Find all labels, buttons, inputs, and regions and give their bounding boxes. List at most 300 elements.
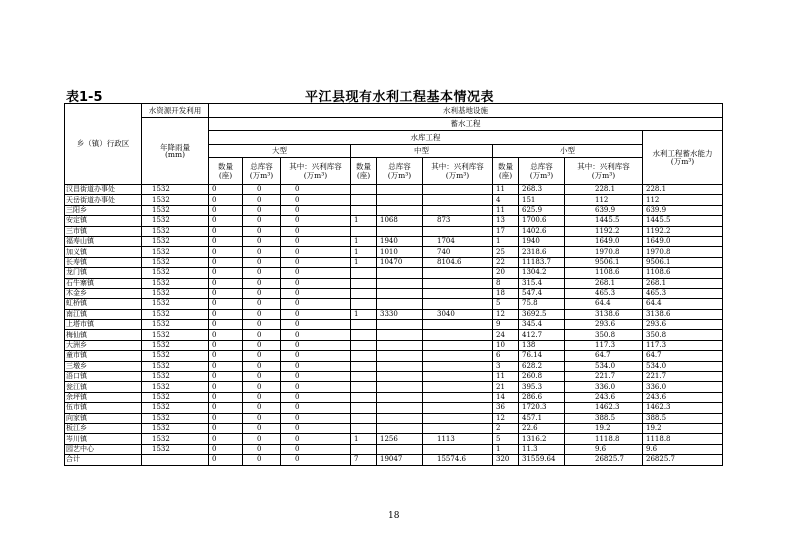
small-count-cell: 8	[493, 278, 519, 288]
header-medium: 中型	[351, 145, 493, 158]
medium-total-cell	[377, 361, 423, 371]
small-useful-cell: 1649.0	[565, 236, 643, 246]
medium-total-cell: 3330	[377, 309, 423, 319]
small-useful-cell: 534.0	[565, 361, 643, 371]
large-count-cell: 0	[209, 268, 243, 278]
table-row	[65, 247, 723, 257]
medium-total-cell	[377, 403, 423, 413]
table-row	[65, 257, 723, 267]
small-total-cell: 457.1	[519, 413, 565, 423]
small-count-cell: 5	[493, 299, 519, 309]
medium-useful-cell	[423, 268, 493, 278]
large-useful-cell: 0	[281, 278, 351, 288]
small-count-cell: 12	[493, 413, 519, 423]
region-cell: 板江乡	[65, 423, 142, 433]
region-cell: 三阳乡	[65, 205, 142, 215]
medium-useful-cell: 1113	[423, 434, 493, 444]
large-total-cell: 0	[243, 330, 281, 340]
large-count-cell: 0	[209, 444, 243, 454]
large-count-cell: 0	[209, 309, 243, 319]
medium-count-cell	[351, 361, 377, 371]
header-small: 小型	[493, 145, 643, 158]
large-useful-cell: 0	[281, 351, 351, 361]
header-storage: 蓄水工程	[209, 118, 723, 131]
small-useful-cell: 26825.7	[565, 455, 643, 465]
rainfall-cell: 1532	[142, 382, 209, 392]
medium-total-cell	[377, 299, 423, 309]
large-total-cell: 0	[243, 392, 281, 402]
capacity-cell: 117.3	[643, 340, 723, 350]
medium-total-cell: 1256	[377, 434, 423, 444]
large-total-cell: 0	[243, 195, 281, 205]
header-total	[243, 158, 281, 185]
table-row	[65, 185, 723, 195]
header-useful-label: 其中：兴利库容	[431, 161, 484, 171]
reservoir-table	[64, 103, 723, 466]
table-row	[65, 216, 723, 226]
medium-count-cell	[351, 320, 377, 330]
medium-count-cell	[351, 413, 377, 423]
large-count-cell: 0	[209, 288, 243, 298]
table-row	[65, 403, 723, 413]
small-count-cell: 11	[493, 185, 519, 195]
region-cell: 梅仙镇	[65, 330, 142, 340]
header-total-unit: (万m³)	[249, 171, 274, 180]
region-cell: 浯口镇	[65, 372, 142, 382]
header-useful	[423, 158, 493, 185]
small-useful-cell: 112	[565, 195, 643, 205]
region-cell: 岑川镇	[65, 434, 142, 444]
small-total-cell: 625.9	[519, 205, 565, 215]
large-useful-cell: 0	[281, 185, 351, 195]
medium-count-cell: 1	[351, 257, 377, 267]
medium-useful-cell: 740	[423, 247, 493, 257]
large-useful-cell: 0	[281, 444, 351, 454]
capacity-cell: 228.1	[643, 185, 723, 195]
medium-count-cell	[351, 195, 377, 205]
header-rainfall	[142, 118, 209, 185]
large-count-cell: 0	[209, 413, 243, 423]
region-cell: 天岳街道办事处	[65, 195, 142, 205]
header-region: 乡（镇）行政区	[65, 104, 142, 185]
small-count-cell: 1	[493, 444, 519, 454]
header-capacity	[643, 131, 723, 185]
large-useful-cell: 0	[281, 299, 351, 309]
medium-total-cell	[377, 382, 423, 392]
medium-count-cell: 1	[351, 236, 377, 246]
large-count-cell: 0	[209, 403, 243, 413]
medium-useful-cell	[423, 320, 493, 330]
large-useful-cell: 0	[281, 195, 351, 205]
header-count-unit: (座)	[498, 171, 513, 180]
medium-total-cell: 10470	[377, 257, 423, 267]
small-count-cell: 12	[493, 309, 519, 319]
region-cell: 瓮江镇	[65, 382, 142, 392]
small-useful-cell: 228.1	[565, 185, 643, 195]
header-count-unit: (座)	[218, 171, 233, 180]
medium-total-cell	[377, 330, 423, 340]
medium-total-cell	[377, 372, 423, 382]
small-count-cell: 5	[493, 434, 519, 444]
medium-total-cell	[377, 195, 423, 205]
medium-useful-cell	[423, 205, 493, 215]
large-total-cell: 0	[243, 247, 281, 257]
large-useful-cell: 0	[281, 372, 351, 382]
header-total-label: 总库容	[530, 161, 553, 171]
rainfall-cell: 1532	[142, 320, 209, 330]
region-cell: 三市镇	[65, 226, 142, 236]
capacity-cell: 336.0	[643, 382, 723, 392]
region-cell: 龙门镇	[65, 268, 142, 278]
large-count-cell: 0	[209, 382, 243, 392]
large-useful-cell: 0	[281, 226, 351, 236]
capacity-cell: 26825.7	[643, 455, 723, 465]
small-total-cell: 412.7	[519, 330, 565, 340]
small-count-cell: 4	[493, 195, 519, 205]
rainfall-cell: 1532	[142, 216, 209, 226]
small-total-cell: 345.4	[519, 320, 565, 330]
small-useful-cell: 9.6	[565, 444, 643, 454]
header-count-unit: (座)	[356, 171, 371, 180]
medium-total-cell: 19047	[377, 455, 423, 465]
rainfall-cell: 1532	[142, 268, 209, 278]
capacity-cell: 243.6	[643, 392, 723, 402]
region-cell: 上塔市镇	[65, 320, 142, 330]
small-useful-cell: 3138.6	[565, 309, 643, 319]
large-useful-cell: 0	[281, 361, 351, 371]
rainfall-cell: 1532	[142, 309, 209, 319]
capacity-cell: 1462.3	[643, 403, 723, 413]
small-total-cell: 75.8	[519, 299, 565, 309]
small-total-cell: 3692.5	[519, 309, 565, 319]
large-count-cell: 0	[209, 372, 243, 382]
medium-total-cell	[377, 340, 423, 350]
table-row	[65, 455, 723, 465]
capacity-cell: 1649.0	[643, 236, 723, 246]
header-count-label: 数量	[218, 161, 233, 171]
table-row	[65, 434, 723, 444]
large-useful-cell: 0	[281, 288, 351, 298]
small-useful-cell: 19.2	[565, 423, 643, 433]
small-total-cell: 395.3	[519, 382, 565, 392]
medium-count-cell: 1	[351, 309, 377, 319]
header-total-label: 总库容	[388, 161, 411, 171]
region-cell: 三墩乡	[65, 361, 142, 371]
capacity-cell: 1118.8	[643, 434, 723, 444]
table-row	[65, 205, 723, 215]
large-total-cell: 0	[243, 434, 281, 444]
small-total-cell: 22.6	[519, 423, 565, 433]
header-useful	[565, 158, 643, 185]
large-count-cell: 0	[209, 247, 243, 257]
large-total-cell: 0	[243, 288, 281, 298]
small-useful-cell: 1462.3	[565, 403, 643, 413]
small-count-cell: 18	[493, 288, 519, 298]
medium-total-cell	[377, 268, 423, 278]
medium-count-cell	[351, 268, 377, 278]
large-total-cell: 0	[243, 413, 281, 423]
large-useful-cell: 0	[281, 216, 351, 226]
region-cell: 长寿镇	[65, 257, 142, 267]
rainfall-cell: 1532	[142, 247, 209, 257]
table-title: 平江县现有水利工程基本情况表	[305, 90, 495, 105]
medium-total-cell	[377, 226, 423, 236]
region-cell: 虹桥镇	[65, 299, 142, 309]
medium-count-cell	[351, 205, 377, 215]
header-large: 大型	[209, 145, 351, 158]
header-count	[351, 158, 377, 185]
large-count-cell: 0	[209, 434, 243, 444]
small-useful-cell: 64.7	[565, 351, 643, 361]
medium-count-cell: 1	[351, 216, 377, 226]
small-total-cell: 1304.2	[519, 268, 565, 278]
rainfall-cell: 1532	[142, 236, 209, 246]
table-row	[65, 423, 723, 433]
large-useful-cell: 0	[281, 340, 351, 350]
small-total-cell: 1940	[519, 236, 565, 246]
medium-total-cell: 1010	[377, 247, 423, 257]
large-useful-cell: 0	[281, 403, 351, 413]
large-useful-cell: 0	[281, 205, 351, 215]
small-useful-cell: 1445.5	[565, 216, 643, 226]
large-useful-cell: 0	[281, 434, 351, 444]
medium-total-cell	[377, 423, 423, 433]
small-total-cell: 138	[519, 340, 565, 350]
large-total-cell: 0	[243, 309, 281, 319]
medium-useful-cell	[423, 299, 493, 309]
medium-total-cell: 1940	[377, 236, 423, 246]
medium-useful-cell: 8104.6	[423, 257, 493, 267]
region-cell: 安定镇	[65, 216, 142, 226]
medium-total-cell	[377, 288, 423, 298]
small-total-cell: 151	[519, 195, 565, 205]
small-total-cell: 1402.6	[519, 226, 565, 236]
header-total-label: 总库容	[250, 161, 273, 171]
small-useful-cell: 268.1	[565, 278, 643, 288]
medium-count-cell	[351, 382, 377, 392]
medium-count-cell	[351, 351, 377, 361]
capacity-cell: 112	[643, 195, 723, 205]
header-useful-unit: (万m³)	[303, 171, 328, 180]
region-cell: 木金乡	[65, 288, 142, 298]
header-capacity-label: 水利工程蓄水能力	[652, 149, 713, 158]
medium-count-cell	[351, 444, 377, 454]
large-count-cell: 0	[209, 236, 243, 246]
rainfall-cell: 1532	[142, 288, 209, 298]
small-total-cell: 31559.64	[519, 455, 565, 465]
small-useful-cell: 243.6	[565, 392, 643, 402]
large-total-cell: 0	[243, 268, 281, 278]
large-total-cell: 0	[243, 382, 281, 392]
large-useful-cell: 0	[281, 268, 351, 278]
large-count-cell: 0	[209, 361, 243, 371]
small-useful-cell: 350.8	[565, 330, 643, 340]
header-useful	[281, 158, 351, 185]
table-row	[65, 278, 723, 288]
small-count-cell: 10	[493, 340, 519, 350]
medium-useful-cell	[423, 330, 493, 340]
small-total-cell: 1700.6	[519, 216, 565, 226]
medium-count-cell	[351, 288, 377, 298]
region-cell: 石牛寨镇	[65, 278, 142, 288]
medium-useful-cell	[423, 413, 493, 423]
capacity-cell: 293.6	[643, 320, 723, 330]
medium-count-cell	[351, 340, 377, 350]
region-cell: 童市镇	[65, 351, 142, 361]
large-useful-cell: 0	[281, 236, 351, 246]
small-useful-cell: 1192.2	[565, 226, 643, 236]
small-total-cell: 315.4	[519, 278, 565, 288]
medium-total-cell	[377, 278, 423, 288]
medium-count-cell	[351, 299, 377, 309]
capacity-cell: 534.0	[643, 361, 723, 371]
header-total	[519, 158, 565, 185]
rainfall-cell: 1532	[142, 340, 209, 350]
capacity-cell: 19.2	[643, 423, 723, 433]
rainfall-cell: 1532	[142, 226, 209, 236]
table-row	[65, 195, 723, 205]
large-total-cell: 0	[243, 423, 281, 433]
small-useful-cell: 117.3	[565, 340, 643, 350]
small-total-cell: 547.4	[519, 288, 565, 298]
medium-count-cell	[351, 392, 377, 402]
large-useful-cell: 0	[281, 330, 351, 340]
small-total-cell: 76.14	[519, 351, 565, 361]
table-row	[65, 361, 723, 371]
rainfall-cell: 1532	[142, 351, 209, 361]
medium-count-cell	[351, 278, 377, 288]
small-useful-cell: 221.7	[565, 372, 643, 382]
small-count-cell: 36	[493, 403, 519, 413]
medium-useful-cell	[423, 403, 493, 413]
medium-useful-cell	[423, 444, 493, 454]
region-cell: 余坪镇	[65, 392, 142, 402]
header-count	[493, 158, 519, 185]
header-water-dev: 水资源开发利用	[142, 104, 209, 118]
table-number: 表1-5	[66, 90, 103, 105]
capacity-cell: 1445.5	[643, 216, 723, 226]
small-count-cell: 6	[493, 351, 519, 361]
large-total-cell: 0	[243, 226, 281, 236]
capacity-cell: 465.3	[643, 288, 723, 298]
small-total-cell: 11183.7	[519, 257, 565, 267]
medium-useful-cell	[423, 392, 493, 402]
header-infra: 水利基地设施	[209, 104, 723, 118]
table-row	[65, 236, 723, 246]
table-row	[65, 320, 723, 330]
table-row	[65, 413, 723, 423]
header-useful-label: 其中：兴利库容	[577, 161, 630, 171]
medium-total-cell	[377, 392, 423, 402]
medium-useful-cell	[423, 340, 493, 350]
medium-total-cell	[377, 413, 423, 423]
large-useful-cell: 0	[281, 423, 351, 433]
region-cell: 向家镇	[65, 413, 142, 423]
table-row	[65, 268, 723, 278]
medium-total-cell	[377, 320, 423, 330]
medium-count-cell: 7	[351, 455, 377, 465]
medium-useful-cell	[423, 351, 493, 361]
rainfall-cell: 1532	[142, 330, 209, 340]
rainfall-cell: 1532	[142, 257, 209, 267]
small-total-cell: 1316.2	[519, 434, 565, 444]
large-count-cell: 0	[209, 330, 243, 340]
header-total	[377, 158, 423, 185]
large-total-cell: 0	[243, 236, 281, 246]
small-count-cell: 25	[493, 247, 519, 257]
large-useful-cell: 0	[281, 320, 351, 330]
header-total-unit: (万m³)	[387, 171, 412, 180]
table-row	[65, 392, 723, 402]
region-cell: 福寿山镇	[65, 236, 142, 246]
medium-count-cell: 1	[351, 434, 377, 444]
large-count-cell: 0	[209, 351, 243, 361]
table-row	[65, 330, 723, 340]
rainfall-cell: 1532	[142, 195, 209, 205]
small-total-cell: 286.6	[519, 392, 565, 402]
region-cell: 加义镇	[65, 247, 142, 257]
large-useful-cell: 0	[281, 309, 351, 319]
medium-total-cell	[377, 205, 423, 215]
small-count-cell: 1	[493, 236, 519, 246]
large-total-cell: 0	[243, 257, 281, 267]
medium-total-cell	[377, 444, 423, 454]
large-total-cell: 0	[243, 444, 281, 454]
capacity-cell: 1970.8	[643, 247, 723, 257]
header-rainfall-unit: (mm)	[164, 150, 186, 159]
header-reservoir: 水库工程	[209, 131, 643, 145]
medium-count-cell: 1	[351, 247, 377, 257]
region-cell: 大洲乡	[65, 340, 142, 350]
capacity-cell: 9.6	[643, 444, 723, 454]
rainfall-cell: 1532	[142, 299, 209, 309]
large-count-cell: 0	[209, 278, 243, 288]
capacity-cell: 1192.2	[643, 226, 723, 236]
medium-total-cell	[377, 185, 423, 195]
small-useful-cell: 336.0	[565, 382, 643, 392]
small-useful-cell: 1108.6	[565, 268, 643, 278]
large-total-cell: 0	[243, 299, 281, 309]
large-total-cell: 0	[243, 361, 281, 371]
table-row	[65, 340, 723, 350]
table-row	[65, 299, 723, 309]
medium-useful-cell: 15574.6	[423, 455, 493, 465]
region-cell: 园艺中心	[65, 444, 142, 454]
region-cell: 合计	[65, 455, 142, 465]
medium-total-cell: 1068	[377, 216, 423, 226]
large-total-cell: 0	[243, 216, 281, 226]
large-count-cell: 0	[209, 340, 243, 350]
medium-useful-cell	[423, 185, 493, 195]
region-cell: 伍市镇	[65, 403, 142, 413]
large-count-cell: 0	[209, 195, 243, 205]
medium-count-cell	[351, 185, 377, 195]
region-cell: 南江镇	[65, 309, 142, 319]
large-useful-cell: 0	[281, 247, 351, 257]
small-count-cell: 11	[493, 205, 519, 215]
rainfall-cell: 1532	[142, 413, 209, 423]
large-total-cell: 0	[243, 185, 281, 195]
capacity-cell: 268.1	[643, 278, 723, 288]
small-count-cell: 2	[493, 423, 519, 433]
medium-useful-cell	[423, 361, 493, 371]
large-total-cell: 0	[243, 403, 281, 413]
rainfall-cell: 1532	[142, 185, 209, 195]
large-count-cell: 0	[209, 299, 243, 309]
small-useful-cell: 293.6	[565, 320, 643, 330]
rainfall-cell: 1532	[142, 434, 209, 444]
rainfall-cell	[142, 455, 209, 465]
